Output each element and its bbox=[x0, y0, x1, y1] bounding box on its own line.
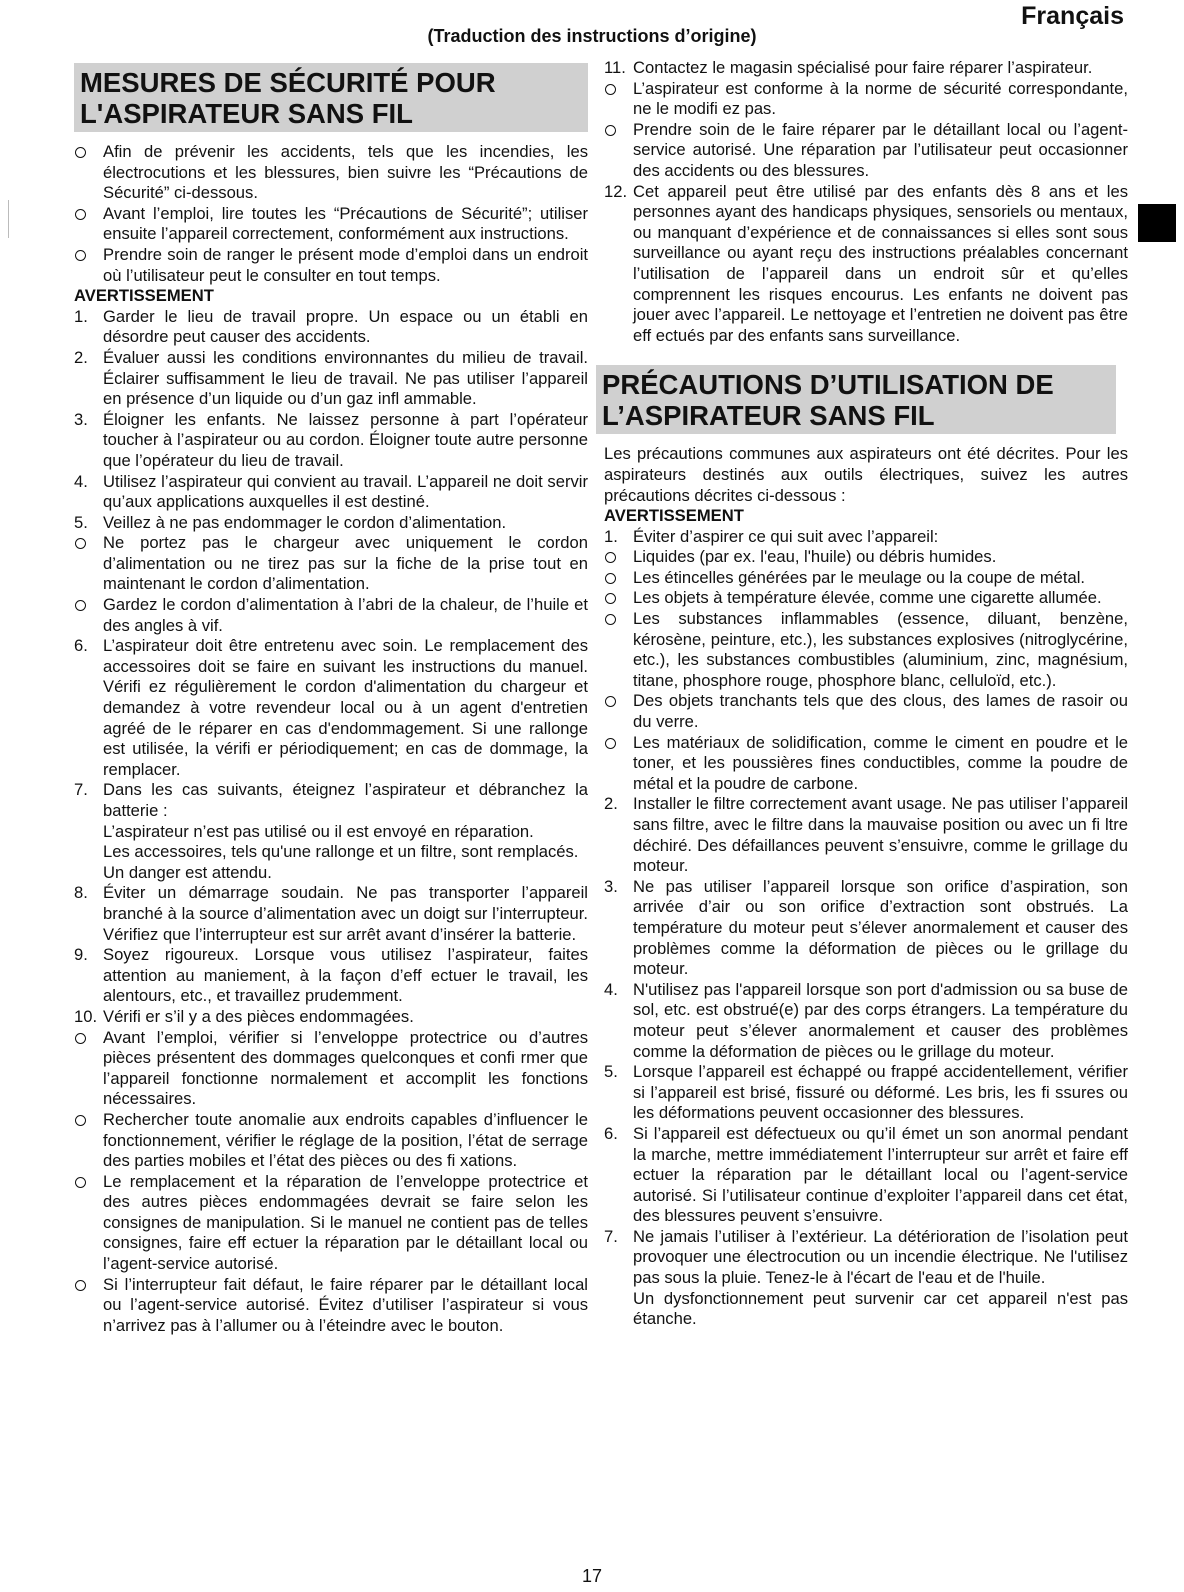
list-item-number: 5. bbox=[604, 1062, 618, 1082]
list-item-text: Ne portez pas le chargeur avec uniquement le cordon d’alimentation ou ne tirez pas sur la fiche de la prise tout en maintenant le cordon d’alimentation. bbox=[103, 533, 588, 594]
safety-section-title bbox=[74, 63, 588, 132]
list-item-text: Éviter un démarrage soudain. Ne pas transporter l’appareil branché à la source d’alimentation avec un doigt sur l’interrupteur. Vérifiez que l’interrupteur est sur arrêt avant d’insérer la batterie. bbox=[103, 883, 588, 944]
list-item-text: Prendre soin de ranger le présent mode d’emploi dans un endroit où l’utilisateur peut le consulter en tout temps. bbox=[103, 244, 588, 285]
circle-bullet-icon bbox=[75, 250, 86, 261]
list-item-number: 2. bbox=[74, 347, 88, 367]
usage-section-title bbox=[596, 365, 1116, 434]
list-item bbox=[604, 691, 1128, 732]
usage-intro: Les précautions communes aux aspirateurs ont été décrites. Pour les aspirateurs destinés aux outils électriques, suivez les autres précautions décrites ci-dessous : bbox=[604, 444, 1128, 505]
section-tab-marker bbox=[1138, 204, 1176, 242]
list-item bbox=[74, 204, 588, 245]
list-item-text: Les accessoires, tels qu'une rallonge et un filtre, sont remplacés. bbox=[103, 842, 579, 862]
list-item bbox=[604, 1289, 1128, 1330]
safety-title-line-1: MESURES DE SÉCURITÉ POUR bbox=[80, 67, 496, 98]
list-item bbox=[74, 513, 588, 534]
list-item-text: Veillez à ne pas endommager le cordon d’alimentation. bbox=[103, 512, 507, 532]
list-item bbox=[604, 609, 1128, 691]
list-item-text: Cet appareil peut être utilisé par des enfants dès 8 ans et les personnes ayant des handicaps physiques, sensoriels ou mentaux, ou manquant d’expérience et de connaissances si elles sont sous surveillance ou ayant reçu des instructions préalables concernant l’utilisation de l’appareil dans un endroit sûr et qu’elles comprennent les risques encourus. Les enfants ne doivent pas jouer avec l’appareil. Le nettoyage et l’entretien ne doivent pas être eff ectués par des enfants sans surveillance. bbox=[633, 181, 1128, 345]
circle-bullet-icon bbox=[605, 593, 616, 604]
circle-bullet-icon bbox=[75, 1280, 86, 1291]
list-item bbox=[74, 307, 588, 348]
list-item bbox=[74, 842, 588, 863]
list-item-text: Liquides (par ex. l'eau, l'huile) ou débris humides. bbox=[633, 547, 997, 567]
list-item-text: Ne pas utiliser l’appareil lorsque son orifice d’aspiration, son arrivée d’air ou son orifice d’extraction sont obstrués. La température du moteur peut s’élever anormalement et causer des problèmes comme la déformation de pièces ou le grillage du moteur. bbox=[633, 876, 1128, 979]
list-item-text: Garder le lieu de travail propre. Un espace ou un établi en désordre peut causer des accidents. bbox=[103, 306, 588, 347]
list-item bbox=[74, 595, 588, 636]
list-item-number: 9. bbox=[74, 945, 88, 965]
list-item bbox=[604, 877, 1128, 980]
list-item bbox=[604, 980, 1128, 1062]
usage-title-line-1: PRÉCAUTIONS D’UTILISATION DE bbox=[602, 369, 1054, 401]
list-item-number: 6. bbox=[74, 636, 88, 656]
list-item-text: Les étincelles générées par le meulage ou la coupe de métal. bbox=[633, 567, 1086, 587]
list-item-text: Des objets tranchants tels que des clous, des lames de rasoir ou du verre. bbox=[633, 691, 1128, 732]
safety-title-line-2: L'ASPIRATEUR SANS FIL bbox=[80, 98, 413, 129]
list-item bbox=[74, 1110, 588, 1172]
list-item-number: 4. bbox=[604, 979, 618, 999]
list-item-number: 11. bbox=[604, 58, 626, 77]
list-item-text: Gardez le cordon d’alimentation à l’abri de la chaleur, de l’huile et des angles à vif. bbox=[103, 595, 588, 635]
list-item bbox=[74, 883, 588, 945]
list-item bbox=[74, 1007, 588, 1028]
list-item-text: Ne jamais l’utiliser à l’extérieur. La détérioration de l’isolation peut provoquer une électrocution ou un incendie électrique. Ne l'utilisez pas sous la pluie. Tenez-le à l'écart de l'eau et de l'huile. bbox=[633, 1226, 1128, 1288]
list-item-number: 2. bbox=[604, 794, 618, 814]
list-item bbox=[74, 1275, 588, 1337]
list-item-number: 4. bbox=[74, 471, 88, 491]
list-item bbox=[604, 1062, 1128, 1124]
list-item-text: Un dysfonctionnement peut survenir car cet appareil n'est pas étanche. bbox=[633, 1288, 1128, 1329]
list-item-text: Avant l’emploi, lire toutes les “Précautions de Sécurité”; utiliser ensuite l’appareil correctement, conformément aux instructions. bbox=[103, 203, 588, 244]
warning-heading: AVERTISSEMENT bbox=[604, 506, 744, 526]
list-item bbox=[74, 348, 588, 410]
list-item-text: N'utilisez pas l'appareil lorsque son port d'admission ou sa buse de sol, etc. est obstrué(e) par des corps étrangers. La température du moteur peut s’élever anormalement et causer des problèmes comme la déformation de pièces ou le grillage du moteur. bbox=[633, 979, 1128, 1061]
list-item-text: Éviter d’aspirer ce qui suit avec l’appareil: bbox=[633, 526, 939, 546]
list-item bbox=[604, 182, 1128, 347]
list-item bbox=[74, 822, 588, 843]
list-item-text: Lorsque l’appareil est échappé ou frappé accidentellement, vérifier si l’appareil est brisé, fissuré ou déformé. Les bris, les fi ssures ou les déformations peuvent occasionner des blessures. bbox=[633, 1062, 1128, 1123]
list-item-text: Prendre soin de le faire réparer par le détaillant local ou l’agent-service autorisé. Une réparation par l’utilisateur peut occasionner des accidents ou des blessures. bbox=[633, 119, 1128, 180]
list-item bbox=[74, 1028, 588, 1110]
list-item-text: Évaluer aussi les conditions environnantes du milieu de travail. Éclairer suffisamment le lieu de travail. Ne pas utiliser l’appareil en présence d’un liquide ou d’un gaz infl ammable. bbox=[103, 347, 588, 409]
list-item bbox=[604, 527, 1128, 548]
list-item bbox=[74, 533, 588, 595]
circle-bullet-icon bbox=[75, 147, 86, 158]
list-item-number: 12. bbox=[604, 181, 628, 201]
list-item bbox=[74, 863, 588, 884]
circle-bullet-icon bbox=[605, 696, 616, 707]
list-item bbox=[604, 568, 1128, 589]
list-item-text: Contactez le magasin spécialisé pour faire réparer l’aspirateur. bbox=[633, 58, 1093, 77]
list-item bbox=[74, 472, 588, 513]
circle-bullet-icon bbox=[75, 600, 86, 611]
usage-title-line-2: L’ASPIRATEUR SANS FIL bbox=[602, 400, 935, 432]
circle-bullet-icon bbox=[75, 1177, 86, 1188]
safety-intro-list bbox=[74, 142, 588, 286]
list-item-text: Si l’appareil est défectueux ou qu’il émet un son anormal pendant la marche, mettre immédiatement l’interrupteur sur arrêt et faire eff ectuer la réparation par le détaillant local ou l’agent-service autorisé. Si l’utilisateur continue d’exploiter l’appareil dans cet état, des blessures peuvent s’ensuivre. bbox=[633, 1123, 1128, 1226]
list-item bbox=[74, 410, 588, 472]
list-item-text: Utilisez l’aspirateur qui convient au travail. L’appareil ne doit servir qu’aux applications auxquelles il est destiné. bbox=[103, 471, 588, 512]
circle-bullet-icon bbox=[75, 1115, 86, 1126]
list-item-number: 3. bbox=[74, 409, 88, 429]
list-item bbox=[74, 245, 588, 286]
list-item-text: Éloigner les enfants. Ne laissez personne à part l’opérateur toucher à l’aspirateur ou au cordon. Éloigner toute autre personne que l’opérateur du lieu de travail. bbox=[103, 409, 588, 470]
list-item-text: Avant l’emploi, vérifier si l’enveloppe protectrice ou d’autres pièces présentent des dommages quelconques et confi rmer que l’appareil fonctionne normalement et accomplit les fonctions nécessaires. bbox=[103, 1027, 588, 1109]
list-item-number: 8. bbox=[74, 883, 88, 903]
left-column bbox=[74, 61, 588, 1336]
list-item-number: 3. bbox=[604, 876, 618, 896]
list-item-text: Le remplacement et la réparation de l’enveloppe protectrice et des autres pièces endommagées devrait se faire selon les consignes de manipulation. Si le manuel ne contient pas de telles consignes, faire eff ectuer la réparation par le détaillant local ou l’agent-service autorisé. bbox=[103, 1171, 588, 1274]
list-item-text: Afin de prévenir les accidents, tels que les incendies, les électrocutions et les blessures, bien suivre les “Précautions de Sécurité” ci-dessous. bbox=[103, 142, 588, 203]
list-item bbox=[604, 79, 1128, 120]
circle-bullet-icon bbox=[605, 573, 616, 584]
list-item bbox=[604, 58, 1128, 79]
page-edge-mark bbox=[8, 200, 9, 238]
list-item-number: 1. bbox=[604, 526, 618, 546]
list-item bbox=[74, 1172, 588, 1275]
circle-bullet-icon bbox=[605, 125, 616, 136]
list-item-text: L’aspirateur est conforme à la norme de sécurité correspondante, ne le modifi ez pas. bbox=[633, 78, 1128, 119]
list-item-number: 7. bbox=[74, 780, 88, 800]
warning-heading: AVERTISSEMENT bbox=[74, 286, 214, 306]
list-item-text: Les matériaux de solidification, comme le ciment en poudre et le toner, et les poussières fines conductibles, comme la poudre de métal et la poudre de carbone. bbox=[633, 732, 1128, 793]
safety-warning-list bbox=[74, 307, 588, 1337]
list-item-text: Soyez rigoureux. Lorsque vous utilisez l’aspirateur, faites attention au maniement, à la façon d’eff ectuer le travail, les alentours, etc., et travaillez prudemment. bbox=[103, 945, 588, 1006]
list-item-text: Si l’interrupteur fait défaut, le faire réparer par le détaillant local ou l’agent-service autorisé. Évitez d’utiliser l’aspirateur si vous n’arrivez pas à l’allumer ou à l’éteindre avec le bouton. bbox=[103, 1274, 588, 1335]
list-item-number: 1. bbox=[74, 306, 88, 326]
circle-bullet-icon bbox=[75, 209, 86, 220]
safety-warning-list-continued bbox=[604, 58, 1128, 346]
list-item bbox=[74, 636, 588, 780]
list-item-text: Dans les cas suivants, éteignez l’aspirateur et débranchez la batterie : bbox=[103, 780, 588, 820]
list-item-text: Les objets à température élevée, comme une cigarette allumée. bbox=[633, 588, 1102, 608]
circle-bullet-icon bbox=[75, 538, 86, 549]
list-item bbox=[74, 142, 588, 204]
list-item bbox=[74, 945, 588, 1007]
translation-subtitle: (Traduction des instructions d’origine) bbox=[427, 26, 757, 46]
list-item-text: Les substances inflammables (essence, diluant, benzène, kérosène, peinture, etc.), les substances explosives (nitroglycérine, etc.), les substances combustibles (aluminium, zinc, magnésium, titane, phosphore rouge, phosphore blanc, celluloïd, etc.). bbox=[633, 609, 1128, 690]
circle-bullet-icon bbox=[605, 738, 616, 749]
list-item bbox=[604, 1124, 1128, 1227]
circle-bullet-icon bbox=[75, 1033, 86, 1044]
circle-bullet-icon bbox=[605, 552, 616, 563]
list-item bbox=[604, 588, 1128, 609]
list-item-number: 6. bbox=[604, 1123, 618, 1143]
list-item-text: Installer le filtre correctement avant usage. Ne pas utiliser l’appareil sans filtre, avec le filtre dans la mauvaise position ou avec un fi ltre déchiré. Des défaillances peuvent s’ensuivre, comme le grillage du moteur. bbox=[633, 794, 1128, 876]
usage-warning-list bbox=[604, 527, 1128, 1330]
language-label: Français bbox=[1021, 2, 1124, 30]
page-number: 17 bbox=[581, 1566, 603, 1586]
list-item-text: L’aspirateur doit être entretenu avec soin. Le remplacement des accessoires doit se faire en suivant les instructions du manuel. Vérifi ez régulièrement le cordon d'alimentation du chargeur et demandez à votre revendeur local ou à un agent d'entretien agréé de le réparer en cas d'endommagement. Si une rallonge est utilisée, la vérifi er périodiquement; en cas de dommage, la remplacer. bbox=[103, 636, 588, 779]
list-item-text: Un danger est attendu. bbox=[103, 862, 272, 882]
circle-bullet-icon bbox=[605, 614, 616, 625]
list-item bbox=[74, 780, 588, 821]
list-item bbox=[604, 1227, 1128, 1289]
list-item-number: 7. bbox=[604, 1226, 618, 1246]
list-item-number: 5. bbox=[74, 512, 88, 532]
list-item bbox=[604, 120, 1128, 182]
list-item-text: Vérifi er s’il y a des pièces endommagées. bbox=[103, 1006, 414, 1026]
list-item-text: L’aspirateur n’est pas utilisé ou il est envoyé en réparation. bbox=[103, 821, 534, 841]
circle-bullet-icon bbox=[605, 84, 616, 95]
list-item bbox=[604, 794, 1128, 876]
list-item-text: Rechercher toute anomalie aux endroits capables d’influencer le fonctionnement, vérifier le réglage de la position, l’état de serrage des parties mobiles et l’état des pièces ou des fi xations. bbox=[103, 1109, 588, 1171]
list-item bbox=[604, 547, 1128, 568]
right-column bbox=[604, 58, 1128, 1330]
list-item-number: 10. bbox=[74, 1006, 98, 1026]
list-item bbox=[604, 733, 1128, 795]
